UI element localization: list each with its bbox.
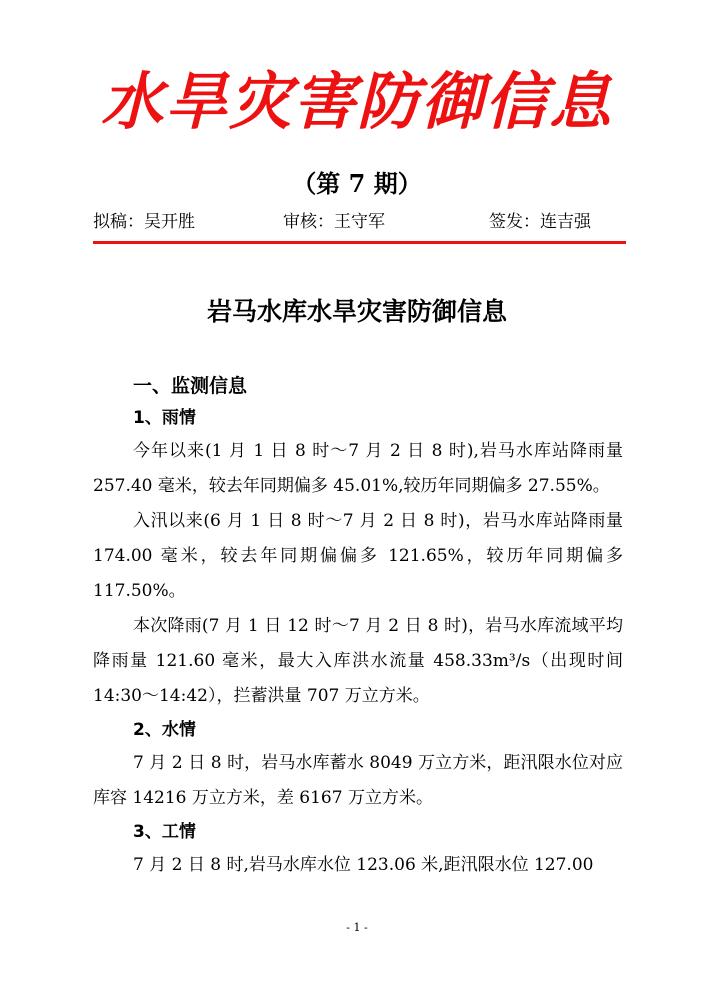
- paragraph-water-level: 7 月 2 日 8 时,岩马水库水位 123.06 米,距汛限水位 127.00: [133, 855, 594, 875]
- subheading-engineering: 3、工情: [133, 822, 196, 842]
- section-heading-monitoring: 一、监测信息: [133, 375, 248, 397]
- drafter: 拟稿：吴开胜: [93, 212, 195, 232]
- reviewer: 审核：王守军: [283, 212, 385, 232]
- subheading-water-regime: 2、水情: [133, 720, 196, 740]
- paragraph-rainfall-event: 本次降雨(7 月 1 日 12 时～7 月 2 日 8 时)，岩马水库流域平均降雨量 121.60 毫米，最大入库洪水流量 458.33m³/s（出现时间 14:30～14:42），拦蓄洪量 707 万立方米。: [93, 616, 623, 706]
- document-title: 岩马水库水旱灾害防御信息: [206, 297, 507, 326]
- red-divider: [93, 241, 626, 244]
- paragraph-rainfall-flood-season: 入汛以来(6 月 1 日 8 时～7 月 2 日 8 时)，岩马水库站降雨量 174.00 毫米，较去年同期偏偏多 121.65%，较历年同期偏多 117.50%。: [93, 511, 623, 601]
- document-body: [93, 370, 623, 883]
- page-number: - 1 -: [346, 921, 368, 934]
- issuer: 签发：连吉强: [489, 212, 591, 232]
- masthead-title: 水旱灾害防御信息: [100, 65, 613, 138]
- subheading-rainfall: 1、雨情: [133, 408, 196, 428]
- issue-number: （第 7 期）: [292, 169, 422, 198]
- paragraph-storage: 7 月 2 日 8 时，岩马水库蓄水 8049 万立方米，距汛限水位对应库容 14216 万立方米，差 6167 万立方米。: [93, 753, 623, 808]
- paragraph-rainfall-year: 今年以来(1 月 1 日 8 时～7 月 2 日 8 时),岩马水库站降雨量 257.40 毫米，较去年同期偏多 45.01%,较历年同期偏多 27.55%。: [93, 441, 623, 496]
